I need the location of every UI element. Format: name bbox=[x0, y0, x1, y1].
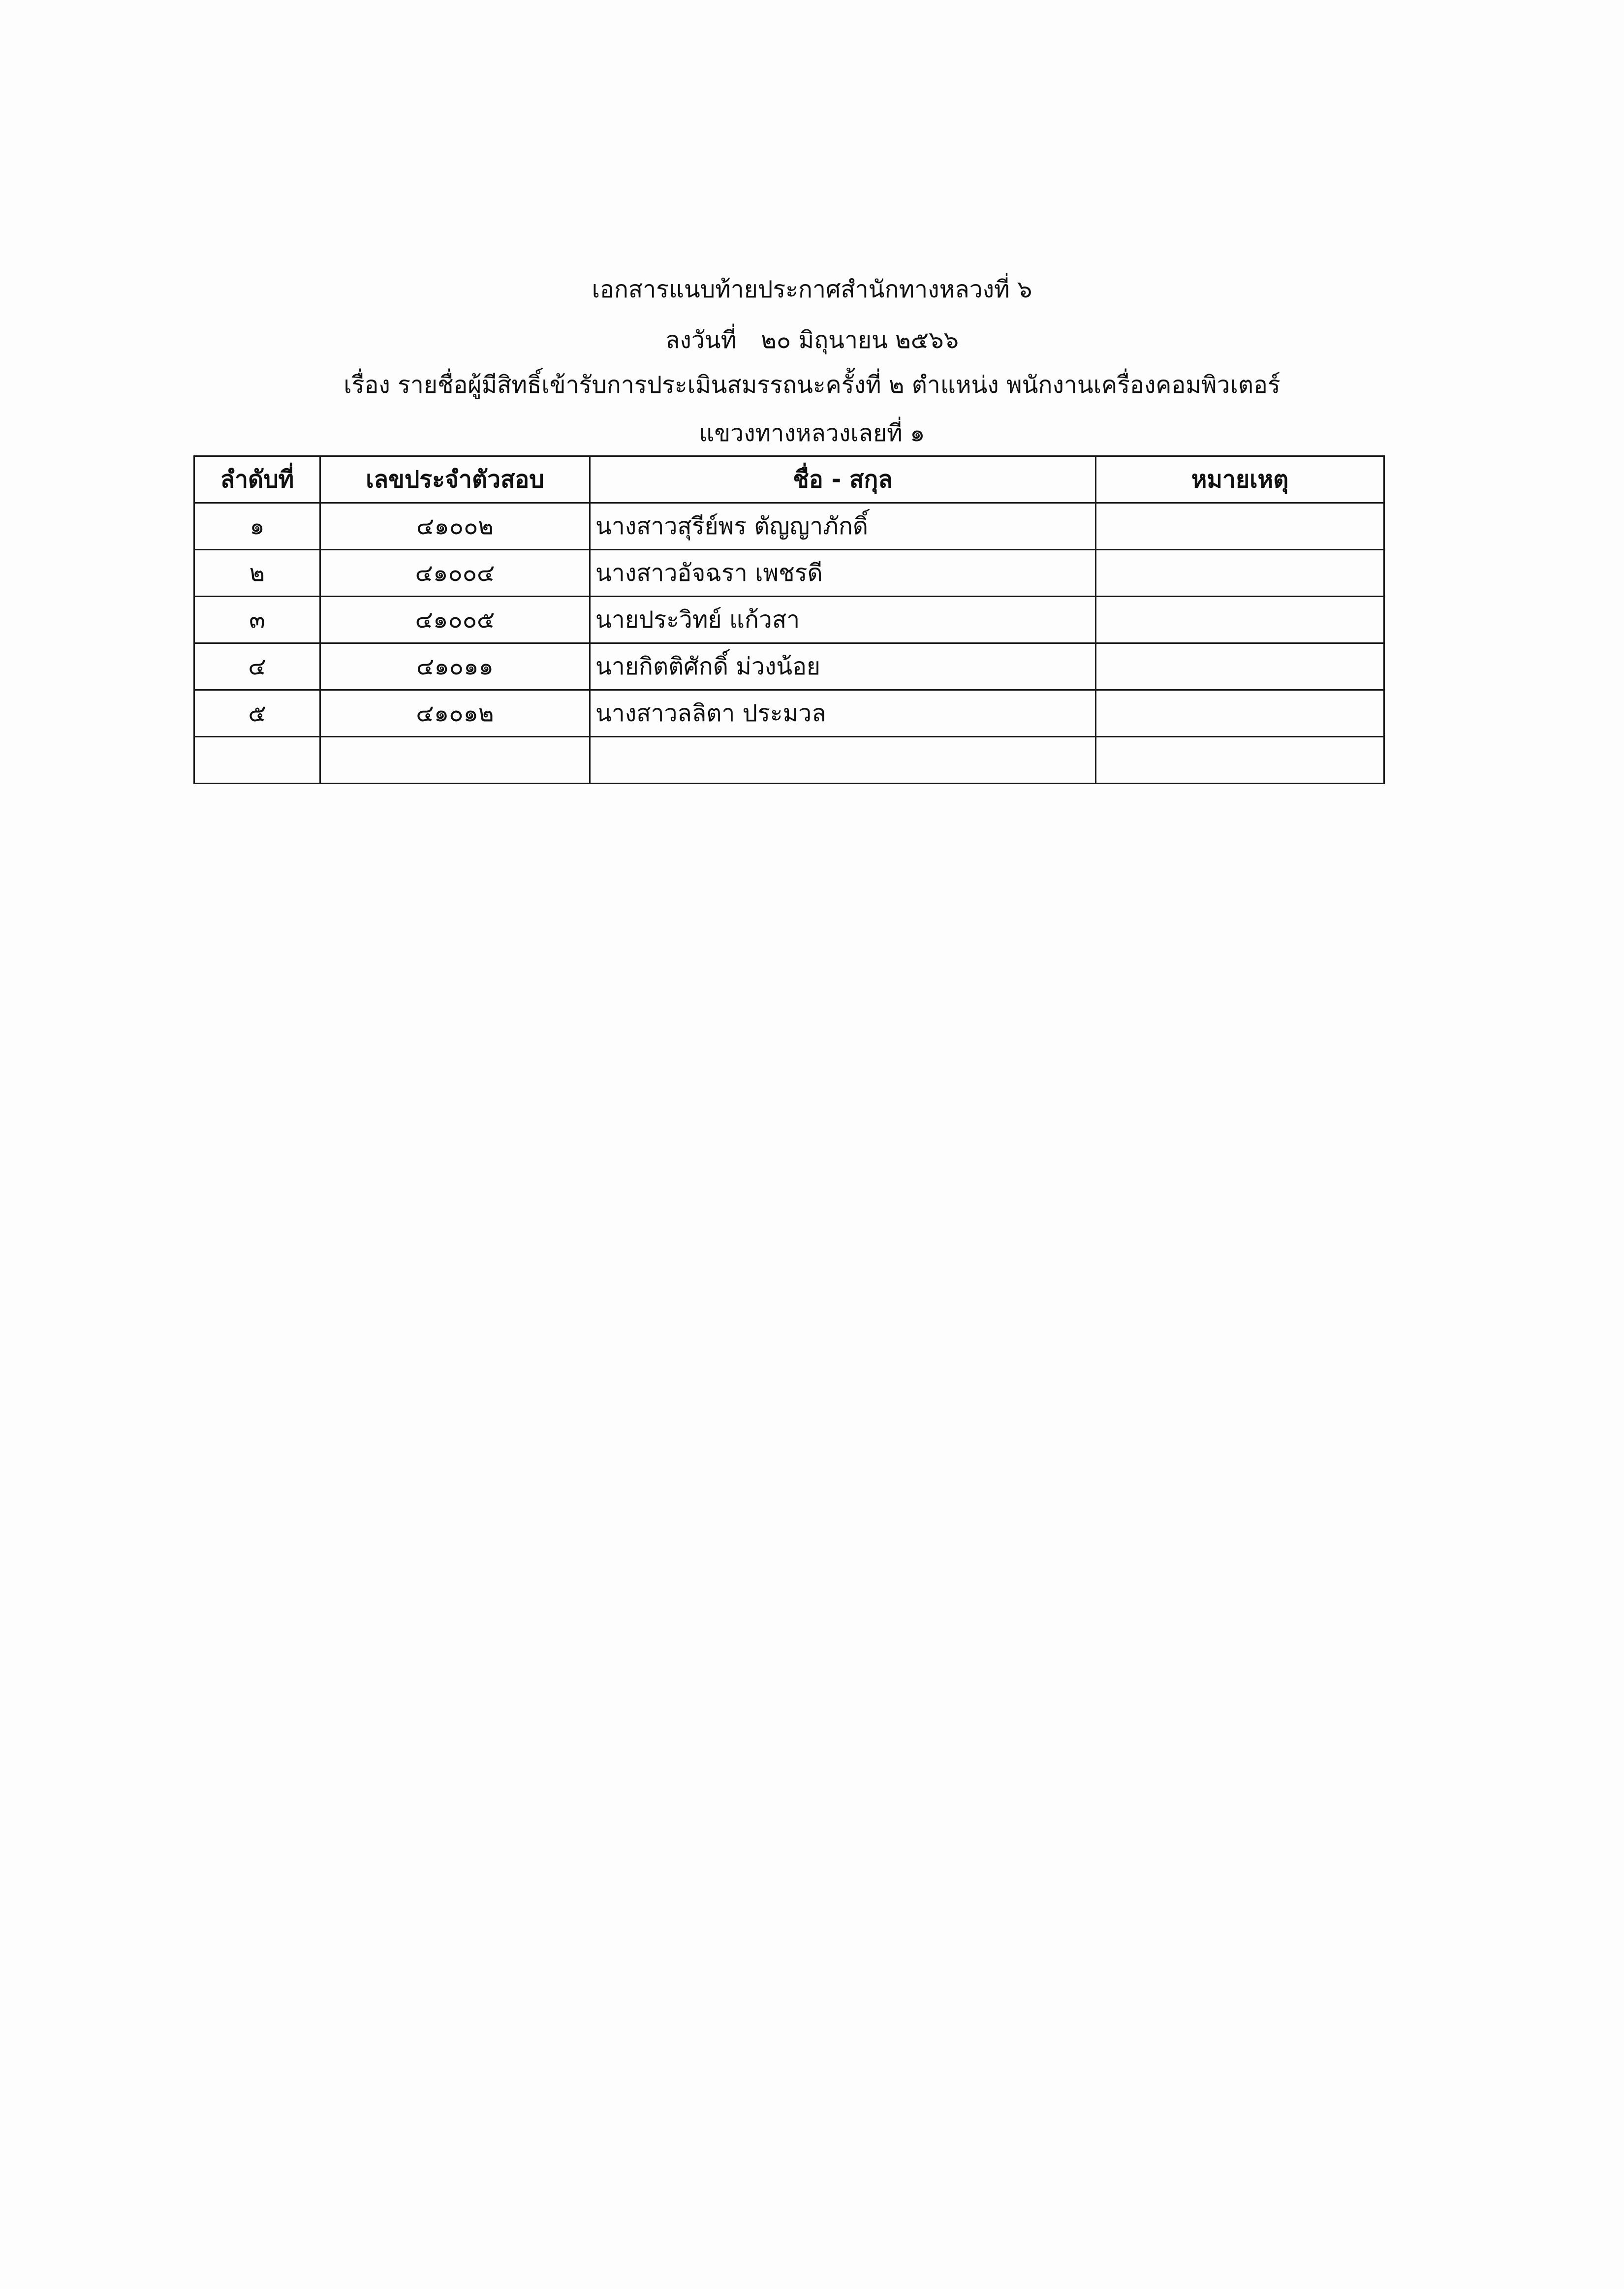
document-subject: เรื่อง รายชื่อผู้มีสิทธิ์เข้ารับการประเมินสมรรถนะครั้งที่ ๒ ตำแหน่ง พนักงานเครื่องคอมพิวเตอร์ bbox=[344, 371, 1280, 399]
table-row-empty bbox=[194, 737, 1384, 784]
cell-exam-id: ๔๑๐๑๒ bbox=[320, 690, 590, 737]
header-seq: ลำดับที่ bbox=[194, 456, 320, 503]
cell-exam-id: ๔๑๐๐๔ bbox=[320, 550, 590, 597]
cell-seq: ๔ bbox=[194, 643, 320, 690]
cell-name: นางสาวอัจฉรา เพชรดี bbox=[590, 550, 1096, 597]
table-row bbox=[194, 503, 1384, 550]
table-header-row bbox=[194, 456, 1384, 503]
cell-name: นายกิตติศักดิ์ ม่วงน้อย bbox=[590, 643, 1096, 690]
cell-remark bbox=[1096, 643, 1384, 690]
cell-exam-id: ๔๑๐๑๑ bbox=[320, 643, 590, 690]
document-date-line bbox=[0, 325, 1624, 355]
candidate-table bbox=[193, 455, 1385, 784]
table-row bbox=[194, 690, 1384, 737]
document-title: เอกสารแนบท้ายประกาศสำนักทางหลวงที่ ๖ bbox=[592, 276, 1032, 303]
date-value: ๒๐ มิถุนายน ๒๕๖๖ bbox=[761, 326, 959, 354]
header-name: ชื่อ - สกุล bbox=[590, 456, 1096, 503]
document-office: แขวงทางหลวงเลยที่ ๑ bbox=[699, 419, 925, 447]
cell-seq: ๒ bbox=[194, 550, 320, 597]
cell-seq: ๑ bbox=[194, 503, 320, 550]
cell-remark bbox=[1096, 597, 1384, 643]
header-remark: หมายเหตุ bbox=[1096, 456, 1384, 503]
cell-exam-id: ๔๑๐๐๒ bbox=[320, 503, 590, 550]
cell-seq: ๕ bbox=[194, 690, 320, 737]
cell-name: นางสาวลลิตา ประมวล bbox=[590, 690, 1096, 737]
table-row bbox=[194, 597, 1384, 643]
date-prefix: ลงวันที่ bbox=[665, 326, 737, 354]
table-row bbox=[194, 643, 1384, 690]
cell-remark bbox=[1096, 690, 1384, 737]
cell-exam-id bbox=[320, 737, 590, 784]
cell-remark bbox=[1096, 550, 1384, 597]
cell-name bbox=[590, 737, 1096, 784]
cell-seq bbox=[194, 737, 320, 784]
cell-remark bbox=[1096, 503, 1384, 550]
cell-remark bbox=[1096, 737, 1384, 784]
cell-exam-id: ๔๑๐๐๕ bbox=[320, 597, 590, 643]
cell-name: นางสาวสุรีย์พร ตัญญาภักดิ์ bbox=[590, 503, 1096, 550]
table-row bbox=[194, 550, 1384, 597]
header-exam-id: เลขประจำตัวสอบ bbox=[320, 456, 590, 503]
cell-name: นายประวิทย์ แก้วสา bbox=[590, 597, 1096, 643]
cell-seq: ๓ bbox=[194, 597, 320, 643]
